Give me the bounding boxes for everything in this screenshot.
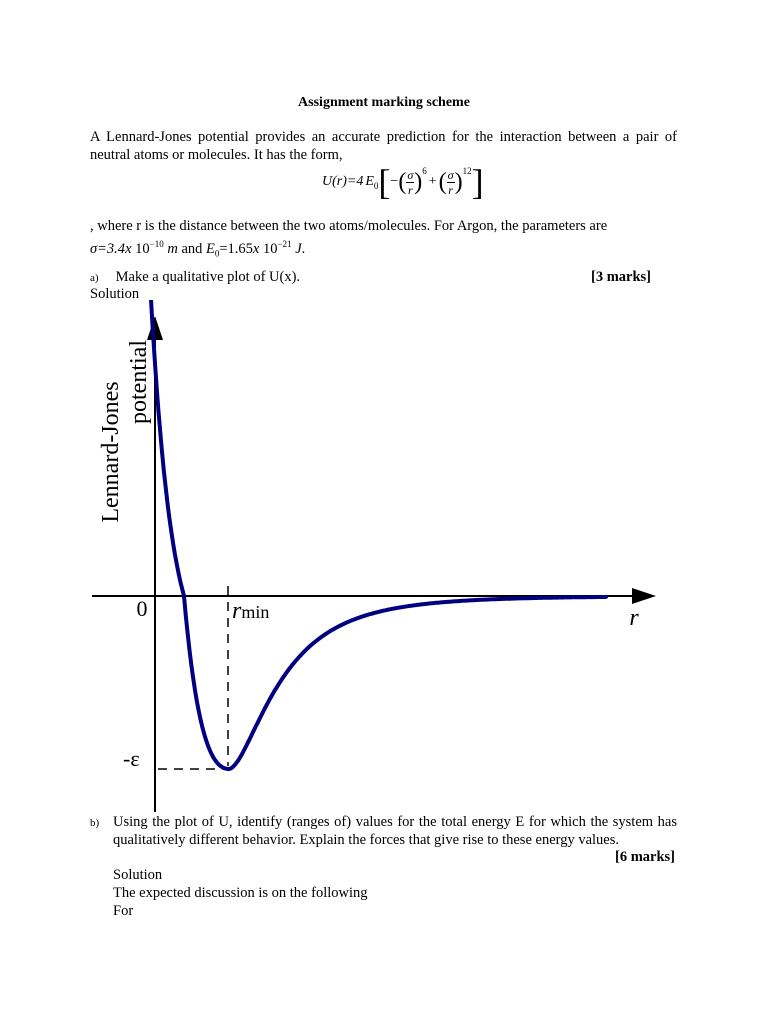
intro-paragraph: A Lennard-Jones potential provides an accurate prediction for the interaction between a pair of neutral atoms or molecules. It has the form,: [90, 129, 677, 163]
question-b: [90, 813, 680, 848]
eq-bracket-open: [: [378, 162, 391, 202]
question-b-marks: [6 marks]: [615, 849, 676, 865]
question-a-marks: [3 marks]: [591, 269, 652, 285]
eq-bracket-close: ]: [471, 162, 484, 202]
params-paragraph: , where r is the distance between the two atoms/molecules. For Argon, the parameters are σ=3.4x $10^{-10}$ m and $E_0=1.65x$ $10^{-21}$ J.: [90, 218, 608, 259]
ylabel-line2: potential: [126, 340, 152, 424]
question-b-text: Using the plot of U, identify (ranges of) values for the total energy E for which the system has qualitatively different behavior. Explain the forces that give rise to these energy values.: [113, 814, 677, 848]
page-title: Assignment marking scheme: [298, 95, 470, 110]
zero-label: 0: [136, 596, 148, 621]
eq-minus: −: [390, 174, 399, 189]
solution-b-label: Solution: [113, 867, 163, 883]
eq-lhs: U(r)=4: [322, 174, 364, 189]
lj-curve: [147, 300, 606, 769]
epsilon-label: -ε: [123, 746, 140, 771]
rmin-label: rmin: [232, 598, 270, 624]
eq-pow6: 6: [422, 166, 427, 176]
x-axis-label: r: [629, 605, 639, 631]
eq-frac-2: $\frac{\sigma}{r}$: [447, 167, 454, 197]
eq-frac-1: $\frac{\sigma}{r}$: [407, 167, 414, 197]
expected-discussion: The expected discussion is on the following: [113, 885, 368, 901]
question-a-text: Make a qualitative plot of U(x).: [115, 269, 301, 285]
question-a: [90, 268, 680, 287]
question-a-label: a): [90, 272, 99, 284]
ylabel-line1: Lennard-Jones: [98, 381, 124, 523]
eq-e0: $E_0$: [365, 173, 379, 191]
x-axis-arrow: [632, 588, 656, 604]
lj-potential-chart: [0, 300, 768, 820]
eq-plus: +: [428, 174, 437, 189]
question-b-label: b): [90, 817, 100, 829]
lj-equation: U(r)=4 $E_0$ [ − ( $\frac{\sigma}{r}$ ) $^6$ + ( $\frac{\sigma}{r}$ ) $^{12}$ ]: [322, 162, 484, 202]
for-text: For: [113, 903, 134, 919]
eq-pow12: 12: [462, 166, 472, 176]
solution-a-label: Solution: [90, 286, 140, 302]
